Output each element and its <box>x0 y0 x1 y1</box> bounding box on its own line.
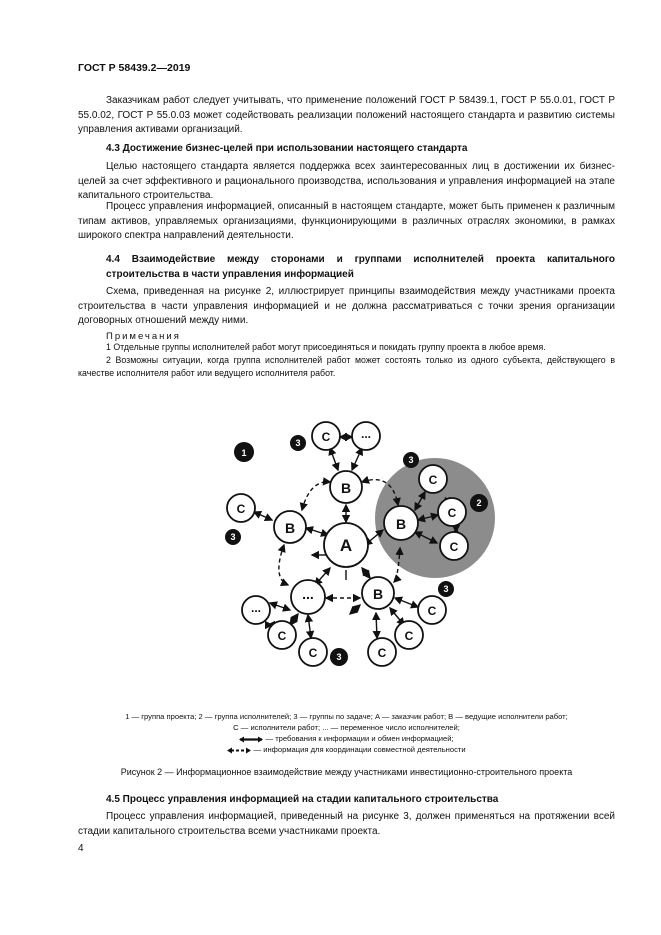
marker-3-label-d: 3 <box>443 584 449 594</box>
variable-label-bottom-left: ... <box>302 586 314 602</box>
lead-label-right: B <box>395 516 407 532</box>
note-1: 1 Отдельные группы исполнителей работ могут присоединяться и покидать группу проекта в любое время. <box>106 342 546 352</box>
page-number: 4 <box>78 843 84 854</box>
variable-label-top: ... <box>360 427 372 441</box>
client-label: A <box>339 536 353 555</box>
marker-3-label-e: 3 <box>336 652 342 662</box>
executor-label-bottom-1: C <box>277 629 287 643</box>
lead-label-left: B <box>284 520 296 536</box>
figure-legend-1: 1 — группа проекта; 2 — группа исполнителей; 3 — группы по задаче; A — заказчик работ; B — ведущие исполнители работ; <box>125 712 568 721</box>
marker-3-label-b: 3 <box>408 455 414 465</box>
executor-label-bottom-4: C <box>404 629 414 643</box>
section-4-5-heading: 4.5 Процесс управления информацией на стадии капитального строительства <box>106 794 499 805</box>
notes-title: Примечания <box>106 331 181 342</box>
marker-3-label-a: 3 <box>295 438 301 448</box>
figure-legend-3 <box>78 733 615 744</box>
section-4-3-paragraph-1 <box>78 160 615 204</box>
section-4-4-paragraph <box>78 285 615 329</box>
section-4-4-text: Схема, приведенная на рисунке 2, иллюстрирует принципы взаимодействия между участниками проекта строительства в части управления информацией и не должна рассматриваться с точки зрения организации договорных отношений между ними. <box>78 286 615 327</box>
executor-label-left: C <box>236 502 246 516</box>
intro-paragraph <box>78 94 615 138</box>
section-4-3-paragraph-2 <box>78 200 615 244</box>
marker-3-label-c: 3 <box>230 532 236 542</box>
executor-label-group-bottom: C <box>449 540 459 554</box>
intro-text: Заказчикам работ следует учитывать, что применение положений ГОСТ Р 58439.1, ГОСТ Р 55.0.01, ГОСТ Р 55.0.02, ГОСТ Р 55.0.03 может содействовать реализации положений настоящего стандарта и развитию системы управления активами организаций. <box>78 95 615 136</box>
executor-label-bottom-5: C <box>427 604 437 618</box>
section-4-5-paragraph <box>78 810 615 839</box>
figure-caption: Рисунок 2 — Информационное взаимодействие между участниками инвестиционно-строительного проекта <box>120 767 573 777</box>
executor-label-group-middle: C <box>447 506 457 520</box>
lead-label-top: B <box>340 480 352 496</box>
section-4-3-text-2: Процесс управления информацией, описанный в настоящем стандарте, может быть применен к различным типам активов, управляемых организациями, функционирующими в различных отраслях экономики, в рамках широкого спектра направлений деятельности. <box>78 201 615 242</box>
executor-label-bottom-2: C <box>308 646 318 660</box>
executor-label-group-top: C <box>428 473 438 487</box>
document-header: ГОСТ Р 58439.2—2019 <box>78 62 191 74</box>
section-4-3-heading: 4.3 Достижение бизнес-целей при использовании настоящего стандарта <box>106 143 468 154</box>
figure-legend-2: C — исполнители работ; ... — переменное число исполнителей; <box>233 723 460 732</box>
executor-label-bottom-3: C <box>377 646 387 660</box>
section-4-4-heading: 4.4 Взаимодействие между сторонами и группами исполнителей проекта капитального строительства в части управления информацией <box>106 254 615 280</box>
executor-label-top: C <box>321 430 331 444</box>
note-2: 2 Возможны ситуации, когда группа исполнителей работ может состоять только из одного субъекта, действующего в качестве исполнителя работ или ведущего исполнителя работ. <box>78 355 615 378</box>
lead-label-bottom: B <box>372 586 384 602</box>
solid-arrow-icon <box>239 736 263 743</box>
variable-label-left: ... <box>250 601 262 615</box>
marker-1-label: 1 <box>241 448 247 458</box>
interaction-diagram <box>200 405 500 695</box>
marker-2-label: 2 <box>476 498 482 508</box>
legend-dashed-arrow-text: — информация для координации совместной деятельности <box>253 745 466 754</box>
figure-legend-4 <box>78 744 615 755</box>
section-4-5-text: Процесс управления информацией, приведенный на рисунке 3, должен применяться на протяжении всей стадии капитального строительства всеми участниками проекта. <box>78 811 615 837</box>
dashed-arrow-icon <box>227 747 251 754</box>
legend-solid-arrow-text: — требования к информации и обмен информацией; <box>265 734 454 743</box>
section-4-3-text-1: Целью настоящего стандарта является поддержка всех заинтересованных лиц в достижении их бизнес-целей за счет эффективного и рационального производства, использования и управления информацией на этапе капитального строительства. <box>78 161 615 202</box>
